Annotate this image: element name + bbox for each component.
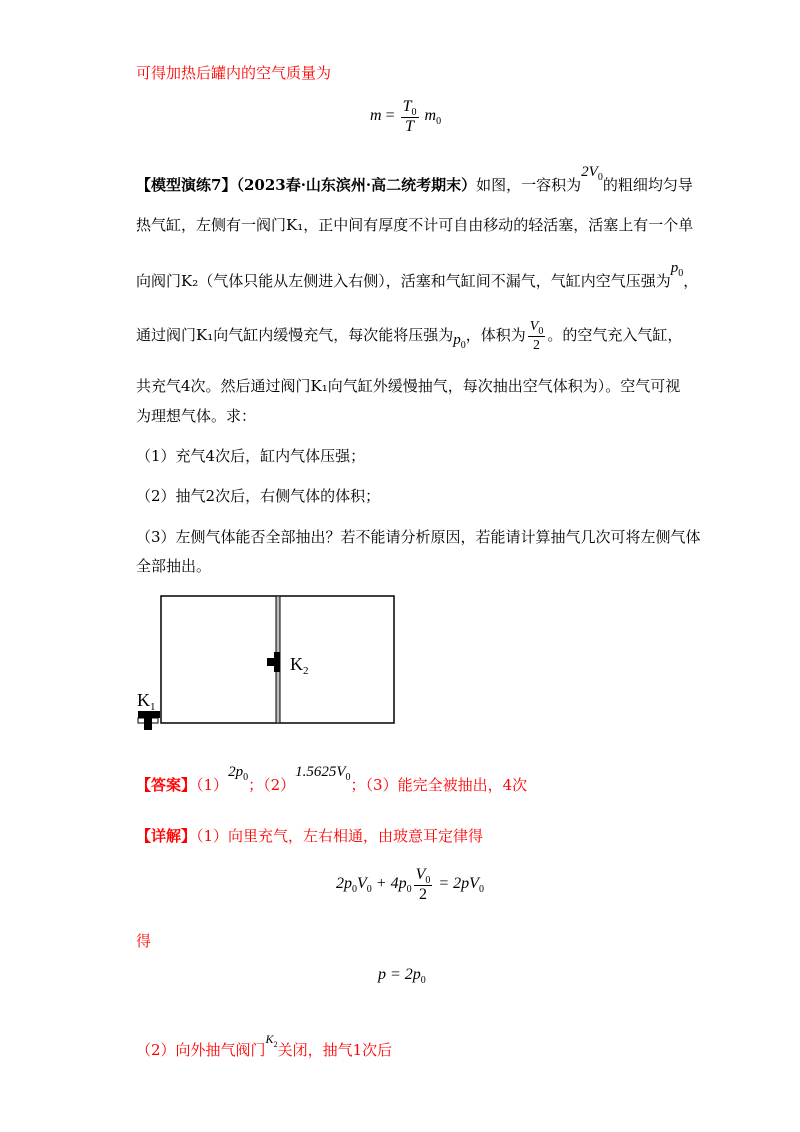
eq-symbol: m [370, 107, 382, 125]
cylinder-figure [130, 590, 410, 740]
question-3-line-2: 全部抽出。 [136, 557, 212, 575]
answer-line: 【答案】$(1)2p_0$；$(2)1.5625V_0$；（3）能完全被抽出，4次 [136, 764, 528, 794]
problem-line-1: 【模型演练7】（2023春·山东滨州·高二统考期末）如图，一容积为$2V_0$的粗细均匀导 [136, 164, 693, 194]
de-line: 得 [136, 932, 152, 950]
valve-k1 [138, 711, 160, 718]
label-k1: $K_1$ [137, 690, 156, 713]
question-1: （1）充气4次后，缸内气体压强； [136, 447, 366, 465]
problem-line-6: 为理想气体。求： [136, 407, 257, 425]
problem-line-2: 热气缸，左侧有一阀门K₁，正中间有厚度不计可自由移动的轻活塞，活塞上有一个单 [136, 216, 694, 234]
label-k2: $K_2$ [290, 654, 309, 677]
eq-sign: = [385, 107, 395, 125]
equation-pressure: $p = 2p_0$ [378, 966, 426, 986]
question-3-line-1: （3）左侧气体能否全部抽出？若不能请分析原因，若能请计算抽气几次可将左侧气体 [136, 528, 701, 546]
fraction: $\frac{V_0}{2}$ [529, 319, 544, 353]
equation-mass: m = $\frac{T_0}{T}$ $m_0$ [370, 98, 442, 135]
problem-line-4: 通过阀门K₁向气缸内缓慢充气，每次能将压强为$p_0$，体积为 $\frac{V_0}{2}$ 。的空气充入气缸， [136, 319, 683, 353]
problem-line-5: 共充气4次。然后通过阀门K₁向气缸外缓慢抽气，每次抽出空气体积为）。空气可视 [136, 377, 681, 395]
answer-2-value: $1.5625V_0$ [295, 764, 351, 783]
fraction: $\frac{V_0}{2}$ [415, 866, 431, 903]
question-2: （2）抽气2次后，右侧气体的体积； [136, 487, 381, 505]
answer-tag: 【答案】 [136, 776, 197, 794]
intro-line: 可得加热后罐内的空气质量为 [136, 64, 332, 82]
equation-boyle: $2p_0V_0 + 4p_0$ $\frac{V_0}{2}$ = $2pV_0$ [336, 866, 484, 903]
valve-k2-symbol: K2 [265, 1032, 278, 1049]
problem-line-3: 向阀门K₂（气体只能从左侧进入右侧），活塞和气缸间不漏气，气缸内空气压强为$p_0$， [136, 260, 699, 290]
valve-k2-stem [274, 652, 280, 672]
problem-tag: 【模型演练7】 [136, 176, 237, 194]
problem-source: （2023春·山东滨州·高二统考期末） [236, 176, 477, 194]
valve-k1-stem [144, 718, 152, 730]
answer-1-value: $2p_0$ [228, 764, 249, 783]
detail-tag: 【详解】 [136, 827, 197, 845]
fraction: $\frac{T_0}{T}$ [402, 98, 417, 135]
volume-symbol: $2V_0$ [581, 164, 603, 183]
detail-line-2: （2）向外抽气阀门$^{K_2}$关闭，抽气1次后 [136, 1032, 393, 1059]
detail-line-1: 【详解】（1）向里充气，左右相通，由玻意耳定律得 [136, 827, 484, 845]
